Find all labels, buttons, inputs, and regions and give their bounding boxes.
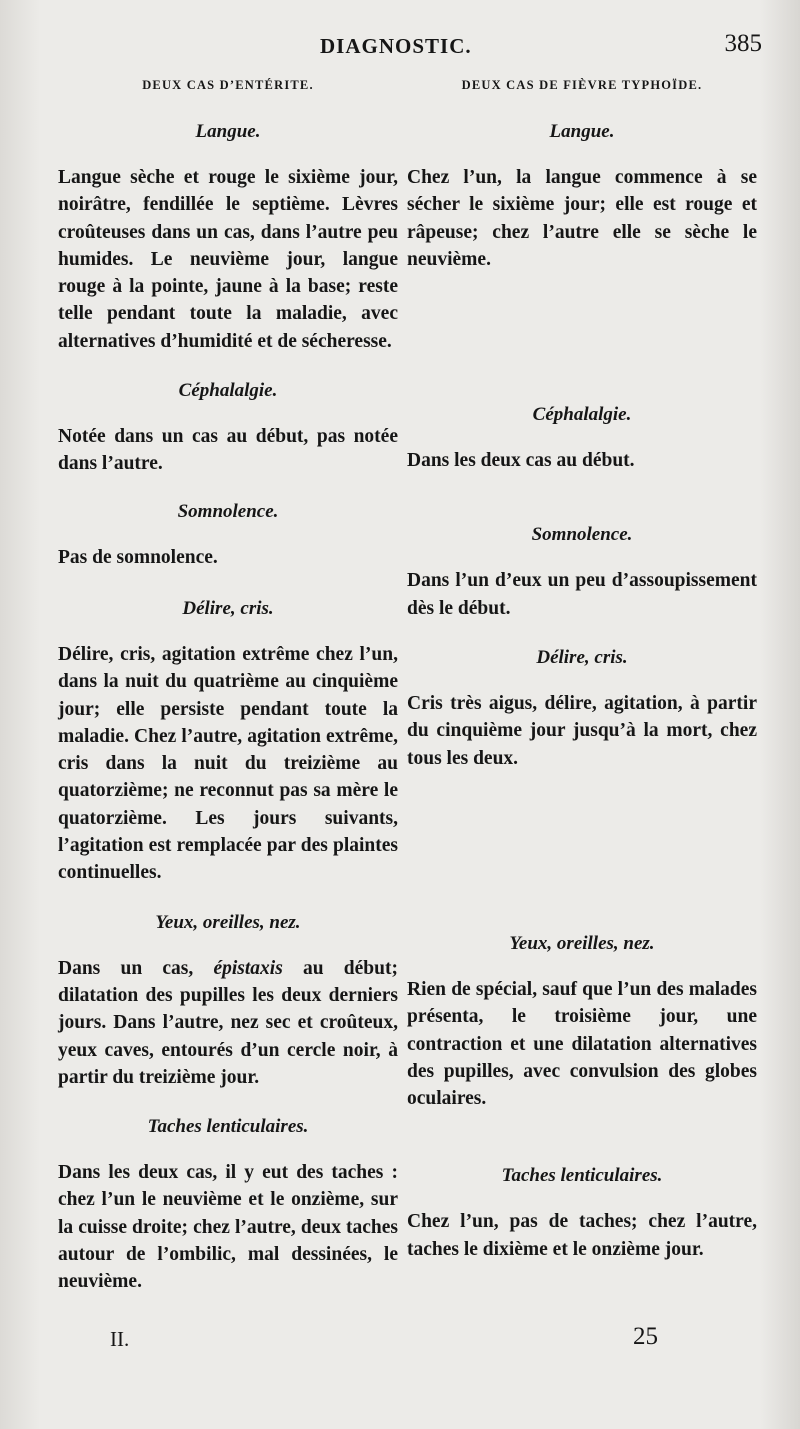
section-title: Langue. <box>549 121 615 142</box>
right-section-cephalalgie <box>407 403 757 474</box>
page-number: 385 <box>724 30 762 57</box>
section-title: Céphalalgie. <box>532 404 632 426</box>
section-text-emphasis: épistaxis <box>213 957 283 979</box>
running-header <box>0 30 800 62</box>
right-section-delire <box>407 646 757 772</box>
section-text: Chez l’un, la langue commence à se sécher le sixième jour; elle est rouge et râpeuse; chez l’autre elle se sèche le neuvième. <box>407 167 757 270</box>
right-column-heading: DEUX CAS DE FIÈVRE TYPHOÏDE. <box>461 78 703 92</box>
section-title: Taches lenticulaires. <box>501 1165 663 1187</box>
section-text: Pas de somnolence. <box>58 546 218 568</box>
section-title: Langue. <box>195 121 261 142</box>
section-title: Yeux, oreilles, nez. <box>509 932 655 954</box>
signature-mark: II. <box>110 1327 130 1351</box>
section-text: Délire, cris, agitation extrême chez l’un, dans la nuit du quatrième au cinquième jour; elle persiste pendant toute la maladie. Chez l’autre, agitation extrême, cris dans la nuit du treizième au quatorzième; ne reconnut pas sa mère le quatorzième. Les jours suivants, l’agitation est remplacée par des plaintes continuelles. <box>58 643 398 884</box>
section-title: Somnolence. <box>177 500 279 522</box>
section-text: Dans les deux cas au début. <box>407 450 635 472</box>
left-section-yeux <box>58 911 398 1091</box>
right-section-yeux <box>407 932 757 1112</box>
left-section-delire <box>58 597 398 887</box>
left-section-cephalalgie <box>58 379 398 478</box>
left-section-langue <box>58 120 398 355</box>
running-title: DIAGNOSTIC. <box>320 34 472 58</box>
page-footer <box>0 1323 800 1357</box>
left-section-taches <box>58 1115 398 1295</box>
right-column <box>407 78 757 1263</box>
section-text: Chez l’un, pas de taches; chez l’autre, taches le dixième et le onzième jour. <box>407 1211 757 1260</box>
right-section-langue <box>407 120 757 273</box>
left-column <box>58 78 398 1296</box>
right-section-taches <box>407 1164 757 1263</box>
left-column-heading: DEUX CAS D’ENTÉRITE. <box>142 78 314 92</box>
section-title: Yeux, oreilles, nez. <box>155 911 301 933</box>
section-text: Rien de spécial, sauf que l’un des malades présenta, le troisième jour, une contraction et une dilatation alternatives des pupilles, avec convulsion des globes oculaires. <box>407 978 757 1110</box>
signature-folio: 25 <box>633 1323 658 1350</box>
section-text <box>58 955 398 1091</box>
left-section-somnolence <box>58 500 398 571</box>
section-text: Dans l’un d’eux un peu d’assoupissement dès le début. <box>407 570 757 619</box>
right-section-somnolence <box>407 523 757 622</box>
section-title: Délire, cris. <box>182 597 274 619</box>
section-text: Dans les deux cas, il y eut des taches : chez l’un le neuvième et le onzième, sur la cuisse droite; chez l’autre, deux taches autour de l’ombilic, mal dessinées, le neuvième. <box>58 1162 398 1293</box>
section-title: Délire, cris. <box>536 647 628 669</box>
section-title: Somnolence. <box>531 524 633 546</box>
section-text: Cris très aigus, délire, agitation, à partir du cinquième jour jusqu’à la mort, chez tous les deux. <box>407 693 757 769</box>
section-title: Céphalalgie. <box>178 380 278 402</box>
section-text: Langue sèche et rouge le sixième jour, noirâtre, fendillée le septième. Lèvres croûteuses dans un cas, dans l’autre peu humides. Le neuvième jour, langue rouge à la pointe, jaune à la base; reste telle pendant toute la maladie, avec alternatives d’humidité et de sécheresse. <box>58 167 398 352</box>
section-text-part: au début; dilatation des pupilles les deux derniers jours. Dans l’autre, nez sec et croûteux, yeux caves, entourés d’un cercle noir, à partir du treizième jour. <box>58 957 398 1088</box>
section-text-part: Dans un cas, <box>58 957 214 979</box>
section-text: Notée dans un cas au début, pas notée dans l’autre. <box>58 426 398 475</box>
section-title: Taches lenticulaires. <box>147 1116 309 1138</box>
